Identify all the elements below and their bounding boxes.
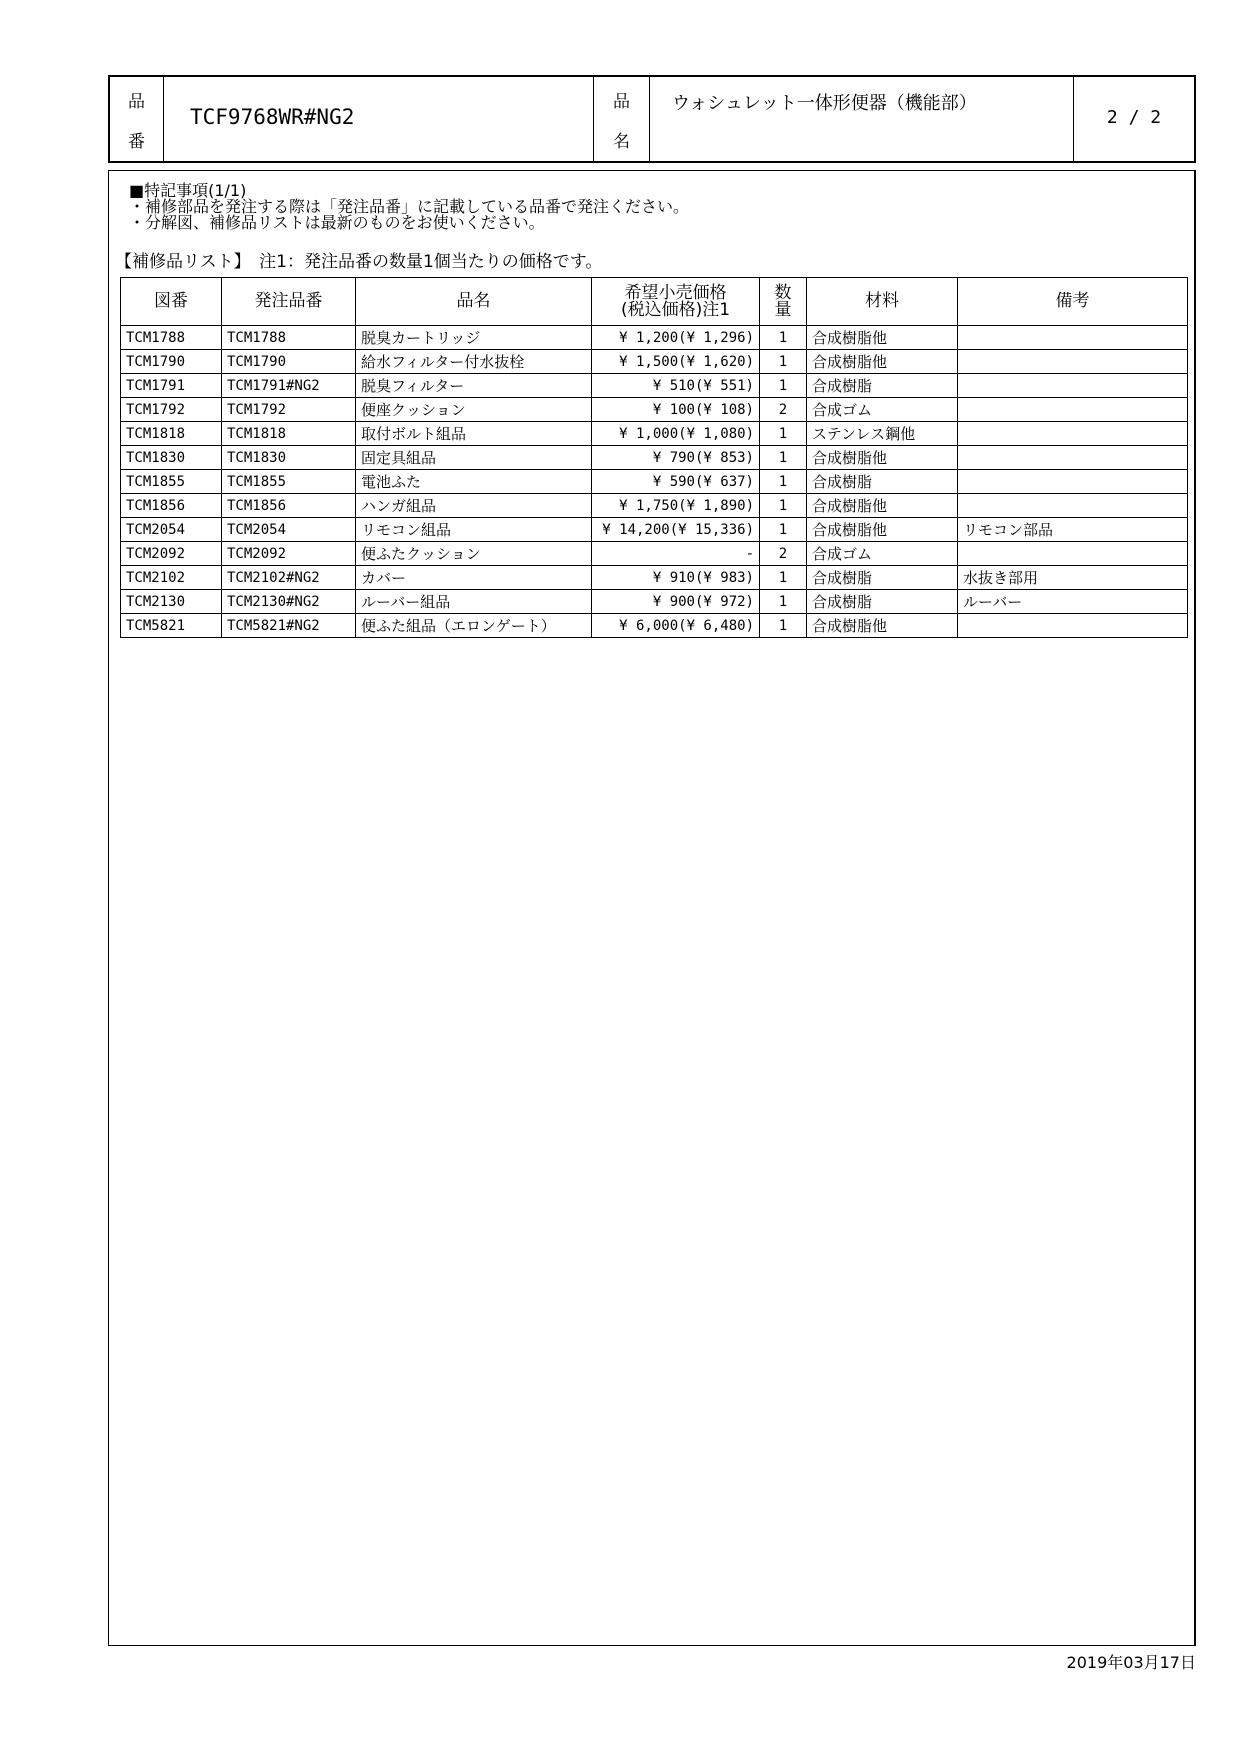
header-price [592,278,760,326]
cell-price: ¥ 100(¥ 108) [592,398,760,422]
cell-name: 便座クッション [356,398,592,422]
cell-order-no: TCM5821#NG2 [222,614,356,638]
cell-material: 合成樹脂他 [807,494,958,518]
cell-qty: 1 [760,446,807,470]
cell-qty: 1 [760,350,807,374]
cell-price: ¥ 510(¥ 551) [592,374,760,398]
cell-fig-no: TCM1856 [121,494,222,518]
header-remarks: 備考 [958,278,1188,326]
header-order-no: 発注品番 [222,278,356,326]
cell-qty: 2 [760,398,807,422]
cell-name: 電池ふた [356,470,592,494]
cell-price: ¥ 1,200(¥ 1,296) [592,326,760,350]
table-row [121,446,1188,470]
cell-name: ルーバー組品 [356,590,592,614]
cell-fig-no: TCM2102 [121,566,222,590]
header-material: 材料 [807,278,958,326]
cell-name: 便ふたクッション [356,542,592,566]
table-row [121,614,1188,638]
cell-order-no: TCM1818 [222,422,356,446]
header-qty [760,278,807,326]
cell-fig-no: TCM1830 [121,446,222,470]
cell-price: ¥ 1,500(¥ 1,620) [592,350,760,374]
cell-name: 脱臭フィルター [356,374,592,398]
table-row [121,590,1188,614]
cell-qty: 1 [760,494,807,518]
cell-fig-no: TCM1790 [121,350,222,374]
cell-remarks [958,446,1188,470]
cell-order-no: TCM1856 [222,494,356,518]
product-name-label [594,77,650,161]
cell-remarks [958,470,1188,494]
header-qty-line1: 数 [774,282,792,303]
product-name-cell [650,77,1074,161]
cell-order-no: TCM1791#NG2 [222,374,356,398]
part-number-label-bottom: 番 [128,132,145,152]
cell-material: 合成樹脂他 [807,350,958,374]
cell-qty: 1 [760,470,807,494]
part-number-cell [164,77,594,161]
notes-title: ■特記事項(1/1) [129,181,247,200]
cell-order-no: TCM1855 [222,470,356,494]
cell-fig-no: TCM1792 [121,398,222,422]
table-row [121,470,1188,494]
cell-price: ¥ 6,000(¥ 6,480) [592,614,760,638]
part-number: TCF9768WR#NG2 [190,105,355,129]
cell-price: ¥ 1,000(¥ 1,080) [592,422,760,446]
header-price-line1: 希望小売価格 [624,282,727,303]
table-row [121,566,1188,590]
cell-price: ¥ 790(¥ 853) [592,446,760,470]
cell-order-no: TCM2092 [222,542,356,566]
header-box [108,75,1196,163]
cell-remarks [958,326,1188,350]
cell-order-no: TCM2054 [222,518,356,542]
cell-price: ¥ 14,200(¥ 15,336) [592,518,760,542]
cell-remarks [958,374,1188,398]
cell-qty: 2 [760,542,807,566]
table-row [121,350,1188,374]
cell-remarks: リモコン部品 [958,518,1188,542]
content-box [108,170,1196,1646]
cell-qty: 1 [760,590,807,614]
cell-name: 便ふた組品（エロンゲート） [356,614,592,638]
header-fig-no: 図番 [121,278,222,326]
cell-name: リモコン組品 [356,518,592,542]
cell-material: 合成樹脂他 [807,614,958,638]
part-number-label-top: 品 [128,92,145,112]
cell-name: 取付ボルト組品 [356,422,592,446]
cell-name: 脱臭カートリッジ [356,326,592,350]
table-row [121,374,1188,398]
cell-qty: 1 [760,374,807,398]
product-name-label-top: 品 [613,92,630,112]
cell-price: ¥ 900(¥ 972) [592,590,760,614]
cell-fig-no: TCM1791 [121,374,222,398]
table-row [121,518,1188,542]
header-name: 品名 [356,278,592,326]
cell-fig-no: TCM2054 [121,518,222,542]
cell-price: ¥ 910(¥ 983) [592,566,760,590]
cell-remarks [958,542,1188,566]
cell-material: 合成ゴム [807,398,958,422]
cell-order-no: TCM1790 [222,350,356,374]
cell-order-no: TCM1830 [222,446,356,470]
table-row [121,422,1188,446]
cell-qty: 1 [760,422,807,446]
cell-material: 合成樹脂他 [807,446,958,470]
cell-order-no: TCM2130#NG2 [222,590,356,614]
cell-remarks [958,614,1188,638]
cell-remarks [958,422,1188,446]
cell-fig-no: TCM2092 [121,542,222,566]
cell-order-no: TCM1792 [222,398,356,422]
cell-fig-no: TCM5821 [121,614,222,638]
cell-material: ステンレス鋼他 [807,422,958,446]
table-row [121,326,1188,350]
cell-material: 合成樹脂他 [807,518,958,542]
cell-order-no: TCM1788 [222,326,356,350]
cell-remarks [958,494,1188,518]
cell-qty: 1 [760,326,807,350]
cell-material: 合成樹脂 [807,374,958,398]
product-name-label-bottom: 名 [613,132,630,152]
cell-material: 合成樹脂 [807,590,958,614]
cell-remarks: 水抜き部用 [958,566,1188,590]
cell-remarks [958,350,1188,374]
cell-qty: 1 [760,566,807,590]
parts-table-body [121,326,1188,638]
notes-line: ・分解図、補修品リストは最新のものをお使いください。 [129,213,545,232]
cell-fig-no: TCM2130 [121,590,222,614]
page-number: 2 / 2 [1106,107,1162,128]
cell-fig-no: TCM1818 [121,422,222,446]
cell-price: ¥ 1,750(¥ 1,890) [592,494,760,518]
document-date: 2019年03月17日 [1066,1653,1196,1672]
table-row [121,494,1188,518]
special-notes [129,183,689,231]
cell-qty: 1 [760,518,807,542]
header-price-line2: (税込価格)注1 [620,299,731,320]
notes-line: ・補修部品を発注する際は「発注品番」に記載している品番で発注ください。 [129,197,690,216]
page-number-cell [1074,77,1194,161]
cell-qty: 1 [760,614,807,638]
header-qty-line2: 量 [774,299,792,320]
cell-fig-no: TCM1855 [121,470,222,494]
part-number-label [110,77,164,161]
cell-material: 合成樹脂他 [807,326,958,350]
table-row [121,542,1188,566]
cell-remarks [958,398,1188,422]
cell-fig-no: TCM1788 [121,326,222,350]
cell-material: 合成ゴム [807,542,958,566]
cell-name: カバー [356,566,592,590]
cell-name: ハンガ組品 [356,494,592,518]
cell-material: 合成樹脂 [807,566,958,590]
table-header-row [121,278,1188,326]
cell-name: 給水フィルター付水抜栓 [356,350,592,374]
parts-list-caption: 【補修品リスト】 注1：発注品番の数量1個当たりの価格です。 [115,252,603,272]
table-row [121,398,1188,422]
cell-remarks: ルーバー [958,590,1188,614]
cell-name: 固定具組品 [356,446,592,470]
product-name: ウォシュレット一体形便器（機能部） [672,93,977,114]
cell-price: - [592,542,760,566]
cell-order-no: TCM2102#NG2 [222,566,356,590]
parts-table [120,277,1188,638]
cell-material: 合成樹脂 [807,470,958,494]
cell-price: ¥ 590(¥ 637) [592,470,760,494]
